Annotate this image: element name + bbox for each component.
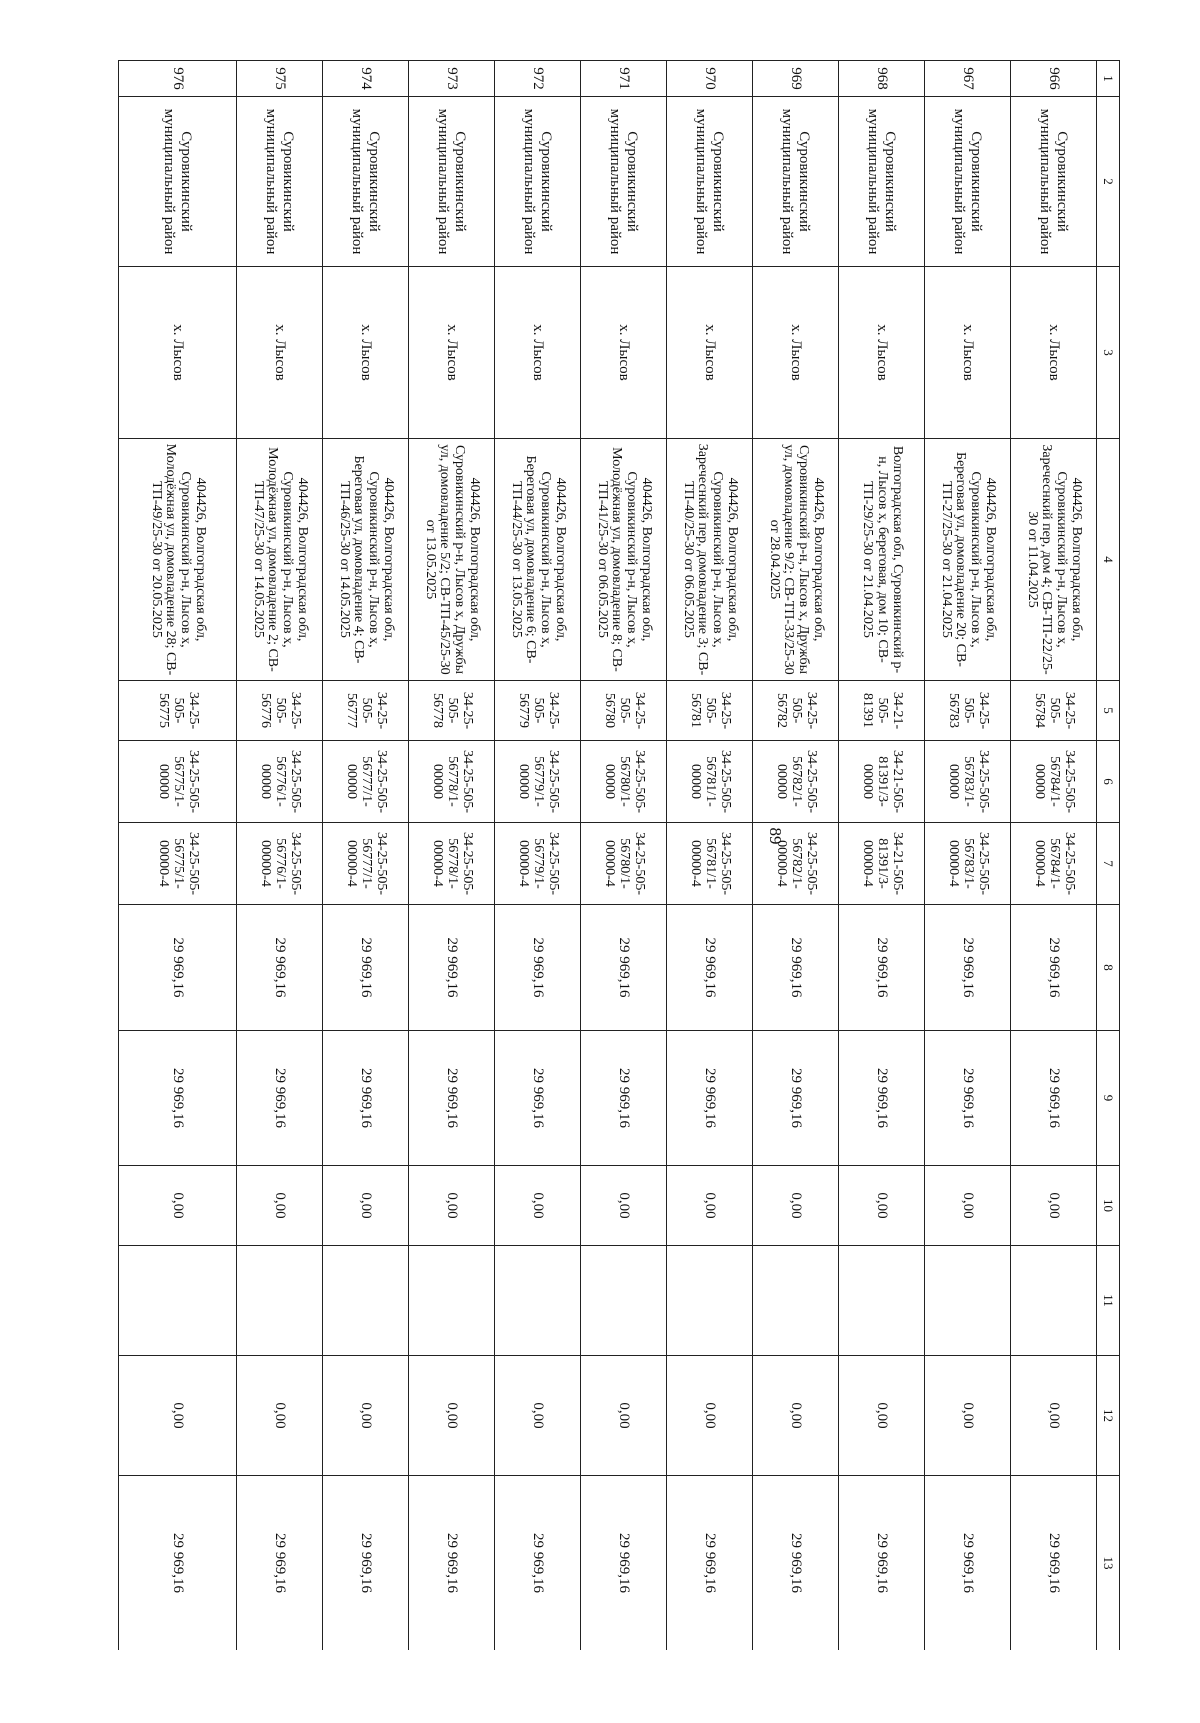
amount-col11-cell [1011, 1246, 1097, 1356]
amount-col11-cell [581, 1246, 667, 1356]
district-cell: Суровикинский муниципальный район [925, 97, 1011, 267]
row-number-cell: 974 [323, 61, 409, 97]
amount-col11-cell [237, 1246, 323, 1356]
cadastral-code-cell: 34-25-505-56775 [119, 681, 237, 741]
page-number: 89 [766, 827, 785, 845]
connection-code-cell: 34-25-505-56779/1-00000-4 [495, 823, 581, 905]
amount-col9-cell: 29 969,16 [1011, 1031, 1097, 1166]
amount-col13-cell: 29 969,16 [409, 1476, 495, 1651]
address-cell: 404426, Волгоградская обл, Суровикинский р-н, Лысов х, Заречеснкий пер, дом 4; СВ-ТП-22/25-30 от 11.04.2025 [1011, 439, 1097, 681]
amount-col10-cell: 0,00 [119, 1166, 237, 1246]
column-number: 2 [1097, 97, 1120, 267]
amount-col12-cell: 0,00 [667, 1356, 753, 1476]
connection-code-cell: 34-21-505-81391/3-00000-4 [839, 823, 925, 905]
district-cell: Суровикинский муниципальный район [409, 97, 495, 267]
amount-col12-cell: 0,00 [925, 1356, 1011, 1476]
amount-col8-cell: 29 969,16 [1011, 905, 1097, 1031]
cadastral-code-cell: 34-25-505-56784 [1011, 681, 1097, 741]
registry-table [118, 60, 1120, 1650]
amount-col11-cell [753, 1246, 839, 1356]
amount-col10-cell: 0,00 [237, 1166, 323, 1246]
row-number-cell: 976 [119, 61, 237, 97]
table-row [323, 61, 409, 1651]
connection-code-cell: 34-25-505-56781/1-00000-4 [667, 823, 753, 905]
object-code-cell: 34-25-505-56775/1-00000 [119, 741, 237, 823]
table-row [119, 61, 237, 1651]
address-cell: 404426, Волгоградская обл, Суровикинский р-н, Лысов х, Молодёжная ул, домовладение 8; СВ-ТП-41/25-30 от 06.05.2025 [581, 439, 667, 681]
locality-cell: х. Лысов [495, 267, 581, 439]
amount-col12-cell: 0,00 [1011, 1356, 1097, 1476]
amount-col12-cell: 0,00 [237, 1356, 323, 1476]
column-number: 11 [1097, 1246, 1120, 1356]
amount-col8-cell: 29 969,16 [925, 905, 1011, 1031]
amount-col13-cell: 29 969,16 [495, 1476, 581, 1651]
amount-col9-cell: 29 969,16 [323, 1031, 409, 1166]
column-number: 10 [1097, 1166, 1120, 1246]
address-cell: 404426, Волгоградская обл, Суровикинский р-н, Лысов х, Береговая ул, домовладение 4; СВ-ТП-46/25-30 от 14.05.2025 [323, 439, 409, 681]
connection-code-cell: 34-25-505-56782/1-00000-4 [753, 823, 839, 905]
address-cell: 404426, Волгоградская обл, Суровикинский р-н, Лысов х, Молодёжная ул, домовладение 28; СВ-ТП-49/25-30 от 20.05.2025 [119, 439, 237, 681]
amount-col12-cell: 0,00 [119, 1356, 237, 1476]
rotated-page-content [110, 60, 1120, 1650]
row-number-cell: 968 [839, 61, 925, 97]
locality-cell: х. Лысов [839, 267, 925, 439]
address-cell: 404426, Волгоградская обл, Суровикинский р-н, Лысов х, Молодёжная ул, домовладение 2; СВ-ТП-47/25-30 от 14.05.2025 [237, 439, 323, 681]
object-code-cell: 34-25-505-56783/1-00000 [925, 741, 1011, 823]
amount-col13-cell: 29 969,16 [839, 1476, 925, 1651]
row-number-cell: 969 [753, 61, 839, 97]
connection-code-cell: 34-25-505-56775/1-00000-4 [119, 823, 237, 905]
amount-col11-cell [839, 1246, 925, 1356]
amount-col10-cell: 0,00 [495, 1166, 581, 1246]
amount-col12-cell: 0,00 [753, 1356, 839, 1476]
cadastral-code-cell: 34-25-505-56781 [667, 681, 753, 741]
address-cell: 404426, Волгоградская обл, Суровикинский р-н, Лысов х, Заречеснкий пер, домовладение 3; СВ-ТП-40/25-30 от 06.05.2025 [667, 439, 753, 681]
address-cell: 404426, Волгоградская обл, Суровикинский р-н, Лысов х, Береговая ул, домовладение 20; СВ-ТП-27/25-30 от 21.04.2025 [925, 439, 1011, 681]
amount-col13-cell: 29 969,16 [925, 1476, 1011, 1651]
table-row [925, 61, 1011, 1651]
column-number: 1 [1097, 61, 1120, 97]
amount-col12-cell: 0,00 [409, 1356, 495, 1476]
cadastral-code-cell: 34-21-505-81391 [839, 681, 925, 741]
address-cell: 404426, Волгоградская обл, Суровикинский р-н, Лысов х, Береговая ул, домовладение 6; СВ-ТП-44/25-30 от 13.05.2025 [495, 439, 581, 681]
column-number: 13 [1097, 1476, 1120, 1651]
locality-cell: х. Лысов [237, 267, 323, 439]
amount-col11-cell [323, 1246, 409, 1356]
column-number: 9 [1097, 1031, 1120, 1166]
locality-cell: х. Лысов [753, 267, 839, 439]
cadastral-code-cell: 34-25-505-56777 [323, 681, 409, 741]
amount-col13-cell: 29 969,16 [1011, 1476, 1097, 1651]
connection-code-cell: 34-25-505-56780/1-00000-4 [581, 823, 667, 905]
connection-code-cell: 34-25-505-56776/1-00000-4 [237, 823, 323, 905]
locality-cell: х. Лысов [119, 267, 237, 439]
column-number: 8 [1097, 905, 1120, 1031]
address-cell: 404426, Волгоградская обл, Суровикинский р-н, Лысов х, Дружбы ул, домовладение 9/2; СВ-ТП-33/25-30 от 28.04.2025 [753, 439, 839, 681]
column-number-row [1097, 61, 1120, 1651]
row-number-cell: 966 [1011, 61, 1097, 97]
column-number: 4 [1097, 439, 1120, 681]
amount-col9-cell: 29 969,16 [581, 1031, 667, 1166]
district-cell: Суровикинский муниципальный район [237, 97, 323, 267]
amount-col13-cell: 29 969,16 [581, 1476, 667, 1651]
amount-col9-cell: 29 969,16 [839, 1031, 925, 1166]
amount-col10-cell: 0,00 [925, 1166, 1011, 1246]
amount-col13-cell: 29 969,16 [237, 1476, 323, 1651]
address-cell: 404426, Волгоградская обл, Суровикинский р-н, Лысов х, Дружбы ул, домовладение 5/2; СВ-ТП-45/25-30 от 13.05.2025 [409, 439, 495, 681]
connection-code-cell: 34-25-505-56783/1-00000-4 [925, 823, 1011, 905]
object-code-cell: 34-25-505-56782/1-00000 [753, 741, 839, 823]
amount-col8-cell: 29 969,16 [119, 905, 237, 1031]
amount-col8-cell: 29 969,16 [409, 905, 495, 1031]
amount-col10-cell: 0,00 [839, 1166, 925, 1246]
locality-cell: х. Лысов [581, 267, 667, 439]
column-number: 7 [1097, 823, 1120, 905]
amount-col13-cell: 29 969,16 [667, 1476, 753, 1651]
table-row [839, 61, 925, 1651]
object-code-cell: 34-25-505-56784/1-00000 [1011, 741, 1097, 823]
rotated-table-container [110, 60, 1120, 1650]
amount-col11-cell [925, 1246, 1011, 1356]
row-number-cell: 967 [925, 61, 1011, 97]
amount-col12-cell: 0,00 [323, 1356, 409, 1476]
amount-col8-cell: 29 969,16 [237, 905, 323, 1031]
row-number-cell: 972 [495, 61, 581, 97]
amount-col9-cell: 29 969,16 [409, 1031, 495, 1166]
amount-col13-cell: 29 969,16 [323, 1476, 409, 1651]
amount-col12-cell: 0,00 [495, 1356, 581, 1476]
amount-col11-cell [495, 1246, 581, 1356]
column-number: 5 [1097, 681, 1120, 741]
object-code-cell: 34-25-505-56781/1-00000 [667, 741, 753, 823]
amount-col9-cell: 29 969,16 [667, 1031, 753, 1166]
district-cell: Суровикинский муниципальный район [753, 97, 839, 267]
locality-cell: х. Лысов [1011, 267, 1097, 439]
amount-col11-cell [409, 1246, 495, 1356]
district-cell: Суровикинский муниципальный район [323, 97, 409, 267]
amount-col9-cell: 29 969,16 [495, 1031, 581, 1166]
amount-col10-cell: 0,00 [667, 1166, 753, 1246]
row-number-cell: 971 [581, 61, 667, 97]
district-cell: Суровикинский муниципальный район [119, 97, 237, 267]
table-row [495, 61, 581, 1651]
connection-code-cell: 34-25-505-56777/1-00000-4 [323, 823, 409, 905]
row-number-cell: 973 [409, 61, 495, 97]
object-code-cell: 34-25-505-56777/1-00000 [323, 741, 409, 823]
table-row [1011, 61, 1097, 1651]
table-body [119, 61, 1120, 1651]
connection-code-cell: 34-25-505-56778/1-00000-4 [409, 823, 495, 905]
amount-col12-cell: 0,00 [839, 1356, 925, 1476]
amount-col8-cell: 29 969,16 [667, 905, 753, 1031]
cadastral-code-cell: 34-25-505-56780 [581, 681, 667, 741]
amount-col9-cell: 29 969,16 [237, 1031, 323, 1166]
amount-col9-cell: 29 969,16 [119, 1031, 237, 1166]
connection-code-cell: 34-25-505-56784/1-00000-4 [1011, 823, 1097, 905]
amount-col11-cell [667, 1246, 753, 1356]
cadastral-code-cell: 34-25-505-56779 [495, 681, 581, 741]
district-cell: Суровикинский муниципальный район [839, 97, 925, 267]
amount-col12-cell: 0,00 [581, 1356, 667, 1476]
row-number-cell: 970 [667, 61, 753, 97]
object-code-cell: 34-25-505-56778/1-00000 [409, 741, 495, 823]
cadastral-code-cell: 34-25-505-56783 [925, 681, 1011, 741]
locality-cell: х. Лысов [409, 267, 495, 439]
district-cell: Суровикинский муниципальный район [1011, 97, 1097, 267]
district-cell: Суровикинский муниципальный район [581, 97, 667, 267]
cadastral-code-cell: 34-25-505-56776 [237, 681, 323, 741]
amount-col13-cell: 29 969,16 [753, 1476, 839, 1651]
locality-cell: х. Лысов [667, 267, 753, 439]
amount-col8-cell: 29 969,16 [495, 905, 581, 1031]
amount-col8-cell: 29 969,16 [323, 905, 409, 1031]
amount-col10-cell: 0,00 [1011, 1166, 1097, 1246]
object-code-cell: 34-21-505-81391/3-00000 [839, 741, 925, 823]
column-number: 3 [1097, 267, 1120, 439]
object-code-cell: 34-25-505-56776/1-00000 [237, 741, 323, 823]
amount-col8-cell: 29 969,16 [839, 905, 925, 1031]
amount-col11-cell [119, 1246, 237, 1356]
object-code-cell: 34-25-505-56780/1-00000 [581, 741, 667, 823]
amount-col10-cell: 0,00 [323, 1166, 409, 1246]
cadastral-code-cell: 34-25-505-56778 [409, 681, 495, 741]
amount-col10-cell: 0,00 [409, 1166, 495, 1246]
address-cell: Волгоградская обл, Суровикинский р-н, Лысов х, береговая, дом 10; СВ-ТП-29/25-30 от 21.04.2025 [839, 439, 925, 681]
amount-col8-cell: 29 969,16 [753, 905, 839, 1031]
amount-col8-cell: 29 969,16 [581, 905, 667, 1031]
amount-col9-cell: 29 969,16 [925, 1031, 1011, 1166]
district-cell: Суровикинский муниципальный район [667, 97, 753, 267]
column-number: 6 [1097, 741, 1120, 823]
amount-col9-cell: 29 969,16 [753, 1031, 839, 1166]
cadastral-code-cell: 34-25-505-56782 [753, 681, 839, 741]
table-row [667, 61, 753, 1651]
table-row [237, 61, 323, 1651]
table-row [581, 61, 667, 1651]
table-row [753, 61, 839, 1651]
locality-cell: х. Лысов [323, 267, 409, 439]
row-number-cell: 975 [237, 61, 323, 97]
amount-col13-cell: 29 969,16 [119, 1476, 237, 1651]
amount-col10-cell: 0,00 [581, 1166, 667, 1246]
district-cell: Суровикинский муниципальный район [495, 97, 581, 267]
amount-col10-cell: 0,00 [753, 1166, 839, 1246]
locality-cell: х. Лысов [925, 267, 1011, 439]
object-code-cell: 34-25-505-56779/1-00000 [495, 741, 581, 823]
column-number: 12 [1097, 1356, 1120, 1476]
table-row [409, 61, 495, 1651]
